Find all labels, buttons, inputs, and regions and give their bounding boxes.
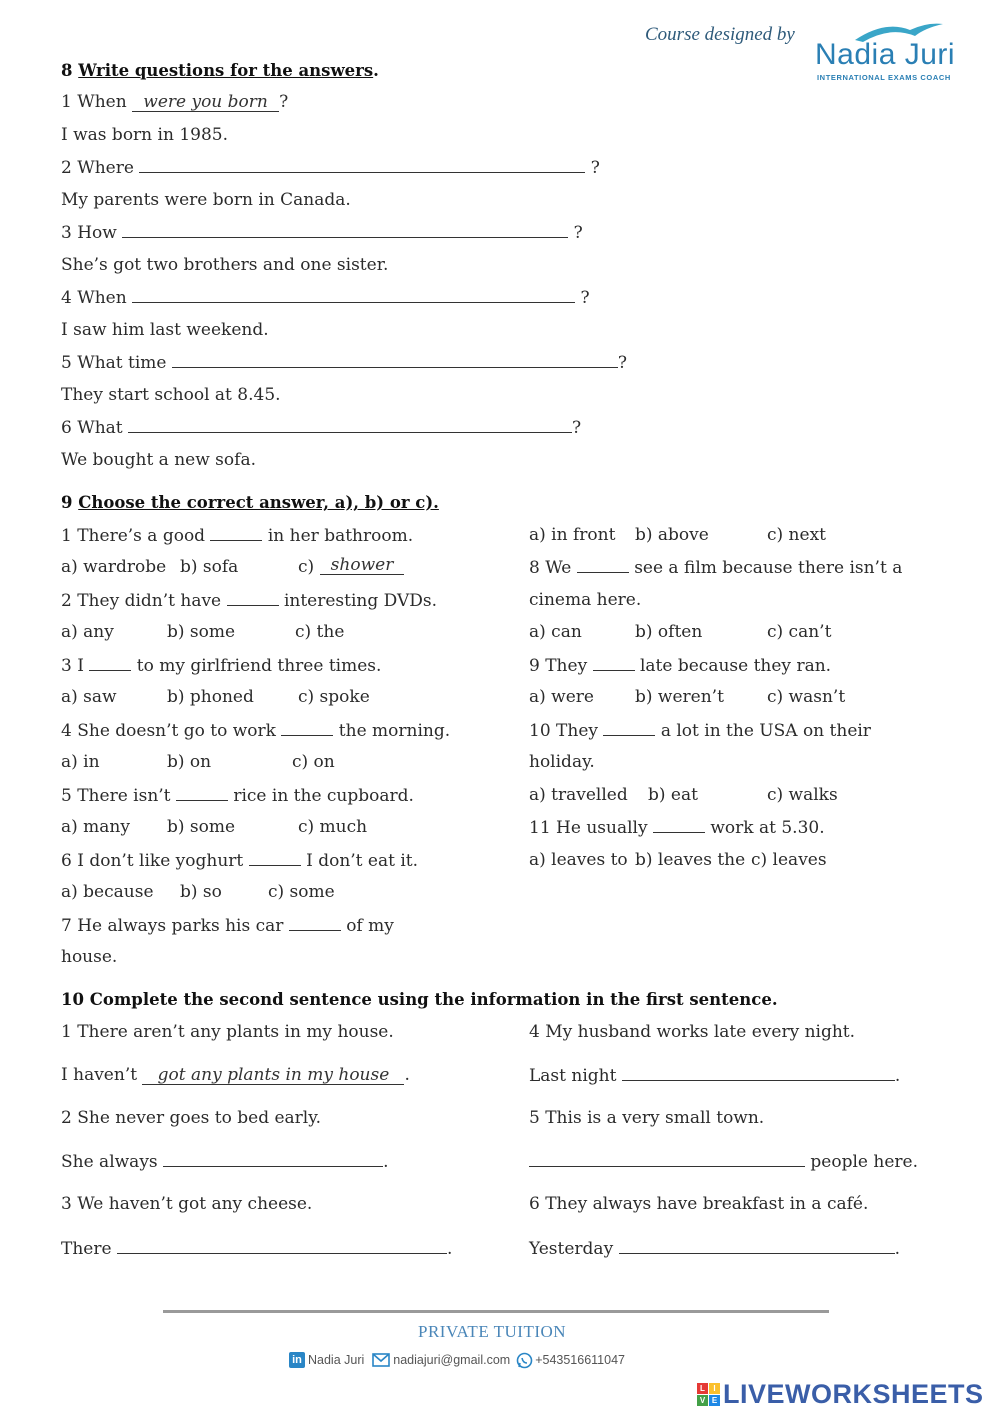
ex9-q11-opt-b[interactable]: b) leaves the [635, 850, 746, 870]
ex9-q4-opt-b[interactable]: b) on [167, 752, 212, 772]
ex8-q6-blank[interactable] [128, 417, 572, 433]
logo [815, 18, 960, 83]
ex9-q8-blank[interactable] [577, 557, 629, 573]
ex9-q5-opt-a[interactable]: a) many [61, 817, 130, 837]
ex8-q5-blank[interactable] [172, 352, 618, 368]
ex9-q4: 4 She doesn’t go to work the morning. [61, 721, 451, 741]
ex8-q5: 5 What time ? [61, 353, 627, 373]
ex9-q2-opt-b[interactable]: b) some [167, 622, 236, 642]
ex9-q9-opt-c[interactable]: c) wasn’t [767, 687, 846, 707]
ex10-r3: There . [61, 1239, 453, 1259]
ex10-s3: 3 We haven’t got any cheese. [61, 1194, 313, 1214]
ex8-r2: My parents were born in Canada. [61, 190, 351, 210]
ex10-r2-blank[interactable] [163, 1151, 383, 1167]
ex8-q3: 3 How ? [61, 223, 583, 243]
footer-divider [163, 1310, 829, 1313]
ex9-q11-opt-c[interactable]: c) leaves [751, 850, 827, 870]
ex8-q4: 4 When ? [61, 288, 590, 308]
ex9-q8-continued: cinema here. [529, 590, 642, 610]
ex9-q9-opt-a[interactable]: a) were [529, 687, 594, 707]
ex8-q2-blank[interactable] [139, 157, 585, 173]
ex8-r6: We bought a new sofa. [61, 450, 256, 470]
ex9-q11-opt-a[interactable]: a) leaves to [529, 850, 628, 870]
ex9-q5-opt-b[interactable]: b) some [167, 817, 236, 837]
ex9-q10: 10 They a lot in the USA on their [529, 721, 871, 741]
ex9-q2-opt-a[interactable]: a) any [61, 622, 114, 642]
ex9-q4-opt-c[interactable]: c) on [292, 752, 335, 772]
ex8-heading: 8 Write questions for the answers. [61, 61, 379, 80]
ex9-q1-answer[interactable]: shower [320, 557, 404, 575]
ex8-r4: I saw him last weekend. [61, 320, 269, 340]
ex9-q6-opt-a[interactable]: a) because [61, 882, 154, 902]
ex10-r4: Last night . [529, 1066, 901, 1086]
ex8-q1: 1 When were you born ? [61, 92, 289, 112]
ex9-q7-blank[interactable] [289, 915, 341, 931]
phone-link[interactable]: +543516611047 [535, 1353, 625, 1367]
ex10-r5: people here. [529, 1151, 918, 1172]
email-icon[interactable] [372, 1353, 390, 1367]
ex9-q6-blank[interactable] [249, 850, 301, 866]
ex9-q3: 3 I to my girlfriend three times. [61, 656, 382, 676]
liveworksheets-badge: L I V E [697, 1383, 720, 1406]
ex9-q6-opt-b[interactable]: b) so [180, 882, 222, 902]
ex8-q3-blank[interactable] [122, 222, 568, 238]
ex8-r1: I was born in 1985. [61, 125, 228, 145]
ex9-q1-opt-c[interactable]: c) [298, 557, 315, 577]
ex9-q9: 9 They late because they ran. [529, 656, 832, 676]
ex9-q7-opt-c[interactable]: c) next [767, 525, 826, 545]
ex9-q7-continued: house. [61, 947, 118, 967]
ex10-r5-blank[interactable] [529, 1151, 805, 1167]
ex10-r2: She always . [61, 1152, 389, 1172]
ex9-q10-blank[interactable] [603, 720, 655, 736]
ex10-heading: 10 Complete the second sentence using the information in the first sentence. [61, 990, 778, 1009]
ex8-r5: They start school at 8.45. [61, 385, 281, 405]
ex9-q2-blank[interactable] [227, 590, 279, 606]
ex10-r6-blank[interactable] [619, 1238, 895, 1254]
linkedin-link[interactable]: Nadia Juri [308, 1353, 365, 1367]
ex9-q7: 7 He always parks his car of my [61, 916, 394, 936]
ex10-r1-answer[interactable]: got any plants in my house [142, 1067, 404, 1085]
ex9-q11: 11 He usually work at 5.30. [529, 818, 825, 838]
logo-tagline: INTERNATIONAL EXAMS COACH [817, 73, 951, 82]
ex9-q10-opt-c[interactable]: c) walks [767, 785, 838, 805]
footer-title: PRIVATE TUITION [418, 1322, 567, 1341]
ex9-q5-opt-c[interactable]: c) much [298, 817, 368, 837]
ex10-s6: 6 They always have breakfast in a café. [529, 1194, 869, 1214]
ex9-q10-opt-a[interactable]: a) travelled [529, 785, 628, 805]
ex9-q3-opt-b[interactable]: b) phoned [167, 687, 254, 707]
ex8-q6: 6 What ? [61, 418, 582, 438]
ex9-q10-continued: holiday. [529, 752, 595, 772]
ex9-q3-opt-a[interactable]: a) saw [61, 687, 117, 707]
ex9-q4-blank[interactable] [281, 720, 333, 736]
ex9-q5: 5 There isn’t rice in the cupboard. [61, 786, 414, 806]
liveworksheets-brand [697, 1379, 984, 1409]
logo-name: Nadia Juri [815, 38, 956, 71]
ex9-q5-blank[interactable] [176, 785, 228, 801]
course-credit: Course designed by [645, 24, 795, 45]
ex9-q1: 1 There’s a good in her bathroom. [61, 526, 414, 546]
ex9-q4-opt-a[interactable]: a) in [61, 752, 100, 772]
linkedin-icon[interactable]: in [289, 1352, 305, 1368]
ex9-q8-opt-a[interactable]: a) can [529, 622, 582, 642]
ex9-q6-opt-c[interactable]: c) some [268, 882, 335, 902]
ex10-r6: Yesterday . [529, 1239, 900, 1259]
ex9-q7-opt-a[interactable]: a) in front [529, 525, 616, 545]
ex9-q9-opt-b[interactable]: b) weren’t [635, 687, 724, 707]
ex9-q1-opt-b[interactable]: b) sofa [180, 557, 239, 577]
ex9-q8-opt-b[interactable]: b) often [635, 622, 703, 642]
ex10-r1: I haven’t got any plants in my house . [61, 1065, 410, 1085]
ex9-q6: 6 I don’t like yoghurt I don’t eat it. [61, 851, 419, 871]
ex9-q2-opt-c[interactable]: c) the [295, 622, 345, 642]
ex9-q9-blank[interactable] [593, 655, 635, 671]
liveworksheets-wordmark: LIVEWORKSHEETS [723, 1378, 984, 1409]
whatsapp-icon[interactable] [516, 1352, 533, 1369]
ex8-q1-answer[interactable]: were you born [132, 94, 279, 112]
ex9-q1-opt-a[interactable]: a) wardrobe [61, 557, 167, 577]
ex10-s2: 2 She never goes to bed early. [61, 1108, 321, 1128]
ex9-q10-opt-b[interactable]: b) eat [648, 785, 698, 805]
footer-contacts [289, 1351, 625, 1369]
ex9-q3-opt-c[interactable]: c) spoke [298, 687, 370, 707]
ex8-r3: She’s got two brothers and one sister. [61, 255, 389, 275]
ex9-q11-blank[interactable] [653, 817, 705, 833]
ex8-q2: 2 Where ? [61, 158, 600, 178]
ex10-r3-blank[interactable] [117, 1238, 447, 1254]
ex9-q7-opt-b[interactable]: b) above [635, 525, 709, 545]
ex10-s4: 4 My husband works late every night. [529, 1022, 856, 1042]
ex9-q3-blank[interactable] [89, 655, 131, 671]
ex9-q8-opt-c[interactable]: c) can’t [767, 622, 832, 642]
ex9-q2: 2 They didn’t have interesting DVDs. [61, 591, 437, 611]
email-link[interactable]: nadiajuri@gmail.com [393, 1353, 511, 1367]
ex9-q8: 8 We see a film because there isn’t a [529, 558, 903, 578]
ex9-q1-blank[interactable] [210, 525, 262, 541]
ex10-s1: 1 There aren’t any plants in my house. [61, 1022, 394, 1042]
ex8-q4-blank[interactable] [132, 287, 575, 303]
ex9-heading: 9 Choose the correct answer, a), b) or c). [61, 493, 439, 512]
ex10-r4-blank[interactable] [622, 1065, 895, 1081]
ex10-s5: 5 This is a very small town. [529, 1108, 765, 1128]
